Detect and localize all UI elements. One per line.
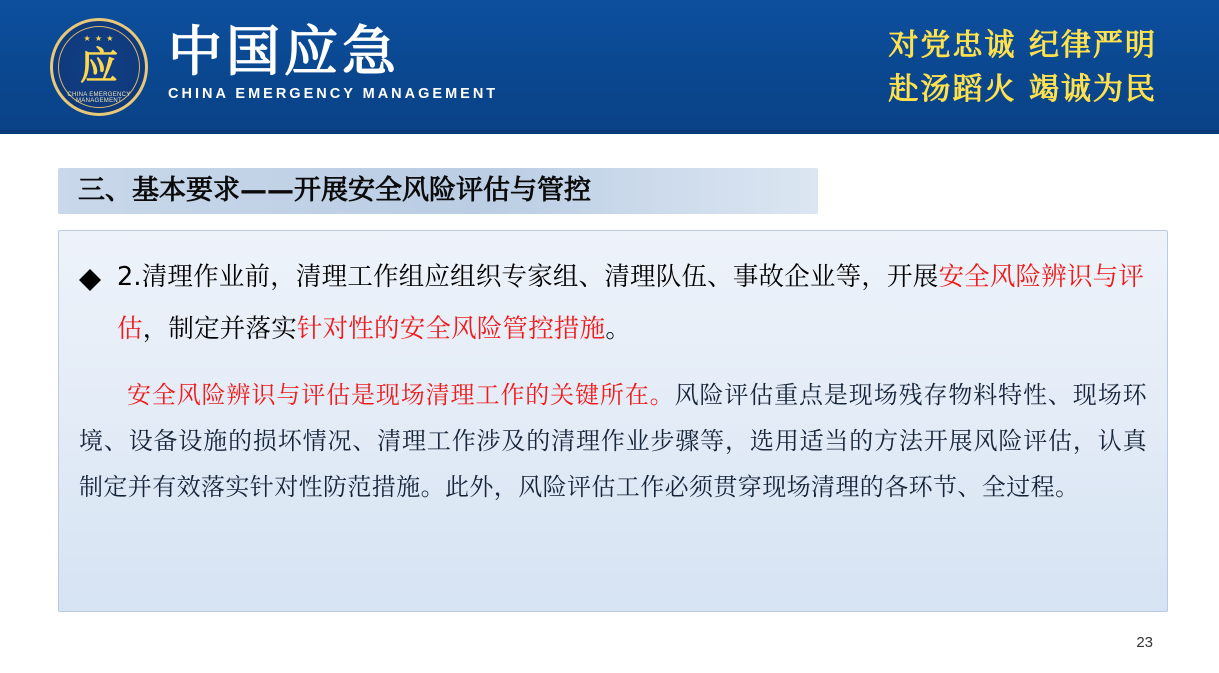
slide-header [0, 0, 1219, 134]
emblem-arc-text: CHINA EMERGENCY MANAGEMENT [67, 92, 131, 104]
text-run-1: 风险评估重点是现场残存物料特性、现场环境、设备设施的损坏情况、清理工作涉及的清理作业步骤等，选用适当的方法开展风险评估，认真制定并有效落实针对性防范措施。此外，风险评估工作必须贯穿现场清理的各环节、全过程。 [79, 381, 1147, 501]
emblem-glyph: 应 [79, 44, 118, 88]
section-title-text: 三、基本要求——开展安全风险评估与管控 [78, 175, 591, 206]
body-paragraph [79, 372, 1147, 510]
bullet-item [79, 251, 1149, 355]
emblem-stars: ★ ★ ★ [83, 34, 115, 43]
slogan-line-1: 对党忠诚 纪律严明 [888, 28, 1157, 63]
slogan-line-2: 赴汤蹈火 竭诚为民 [888, 72, 1157, 107]
text-run-1: 安全风险辨识与评估 [117, 262, 1145, 344]
text-run-2: ，制定并落实 [142, 314, 297, 344]
brand-name-en: CHINA EMERGENCY MANAGEMENT [168, 86, 499, 102]
slide-content [0, 134, 1219, 673]
text-run-4: 。 [605, 314, 632, 344]
bullet-text [117, 251, 1149, 355]
section-title-banner [58, 168, 818, 214]
brand-block [168, 22, 498, 102]
diamond-bullet-icon [79, 258, 101, 280]
page-number: 23 [1136, 634, 1153, 651]
text-run-0: 安全风险辨识与评估是现场清理工作的关键所在。 [127, 381, 675, 409]
china-emergency-management-emblem-icon [50, 18, 148, 116]
content-panel [58, 230, 1168, 612]
brand-name-cn: 中国应急 [168, 20, 400, 83]
header-slogan [889, 24, 1157, 112]
text-run-3: 针对性的安全风险管控措施 [296, 314, 606, 344]
text-run-0: 2.清理作业前，清理工作组应组织专家组、清理队伍、事故企业等，开展 [117, 262, 939, 292]
